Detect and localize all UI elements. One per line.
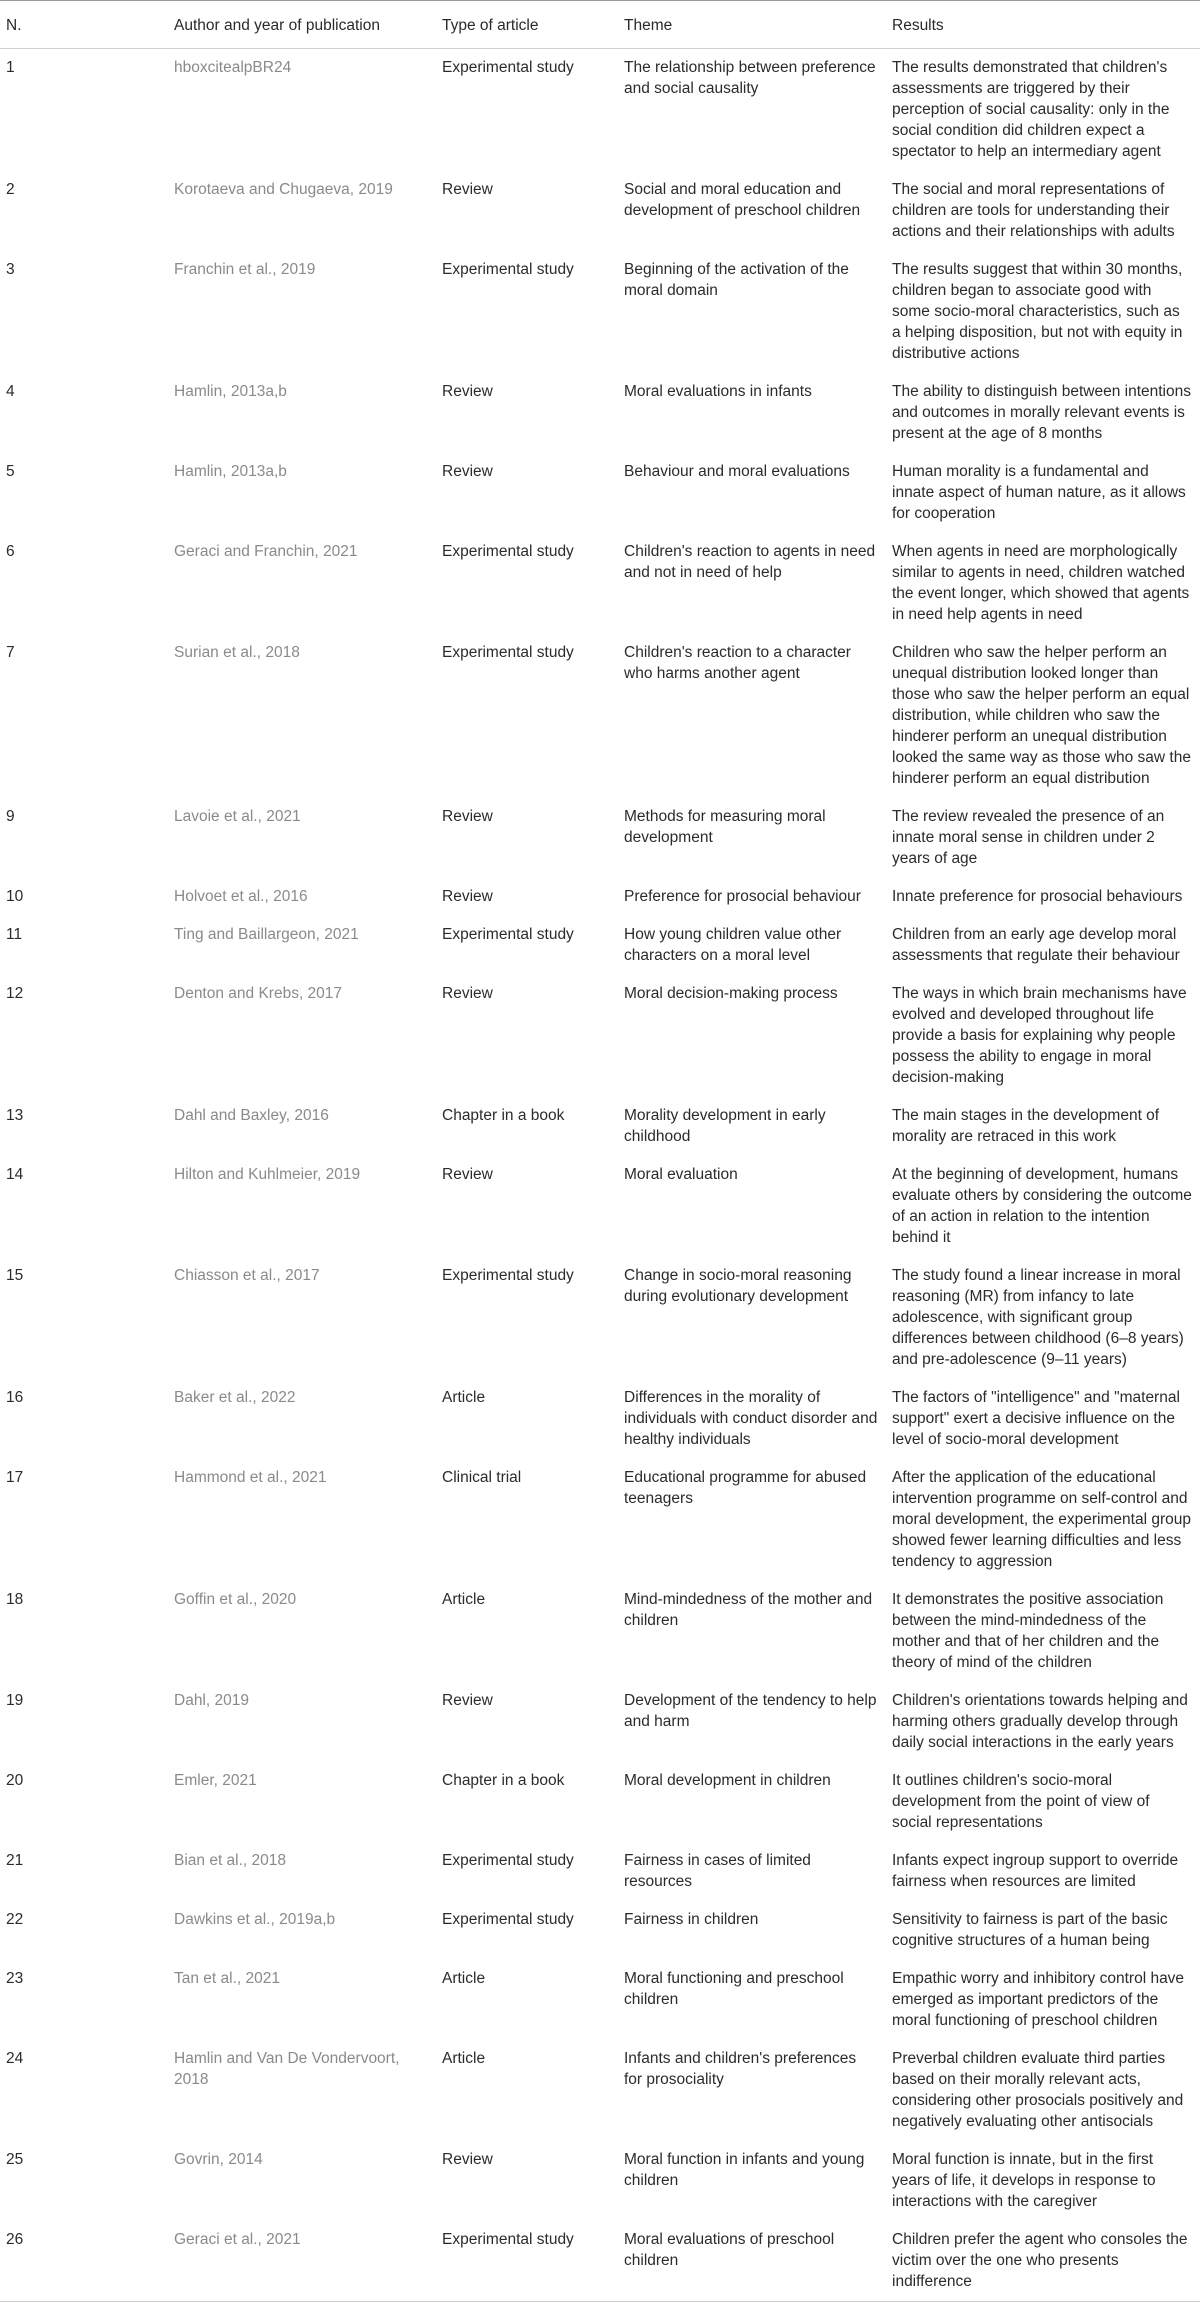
table-row — [0, 1459, 1200, 1581]
cell-type: Article — [442, 1591, 486, 1608]
cell-results: The social and moral representations of children are tools for understanding their actions and their relationships with adults — [892, 181, 1175, 240]
cell-author: Hammond et al., 2021 — [174, 1469, 327, 1486]
cell-number: 20 — [6, 1772, 24, 1789]
cell-results: Children from an early age develop moral assessments that regulate their behaviour — [892, 926, 1180, 964]
cell-number: 25 — [6, 2151, 24, 2168]
cell-results: Human morality is a fundamental and innate aspect of human nature, as it allows for cooperation — [892, 463, 1186, 522]
table-row — [0, 1842, 1200, 1901]
table-row — [0, 916, 1200, 975]
cell-type: Review — [442, 888, 493, 905]
cell-theme: The relationship between preference and social causality — [624, 59, 876, 97]
cell-results: It demonstrates the positive association between the mind-mindedness of the mother and that of her children and the theory of mind of the children — [892, 1591, 1164, 1671]
cell-type: Experimental study — [442, 926, 574, 943]
cell-theme: Fairness in children — [624, 1911, 759, 1928]
cell-number: 7 — [6, 644, 15, 661]
table-row — [0, 878, 1200, 916]
cell-theme: Change in socio-moral reasoning during evolutionary development — [624, 1267, 852, 1305]
cell-results: Infants expect ingroup support to override fairness when resources are limited — [892, 1852, 1179, 1890]
cell-results: Sensitivity to fairness is part of the basic cognitive structures of a human being — [892, 1911, 1168, 1949]
cell-number: 1 — [6, 59, 15, 76]
cell-theme: Moral evaluations of preschool children — [624, 2231, 835, 2269]
table-row — [0, 1762, 1200, 1842]
cell-number: 6 — [6, 543, 15, 560]
cell-number: 3 — [6, 261, 15, 278]
cell-author: Dawkins et al., 2019a,b — [174, 1911, 336, 1928]
cell-author: Denton and Krebs, 2017 — [174, 985, 343, 1002]
cell-theme: Moral functioning and preschool children — [624, 1970, 844, 2008]
cell-theme: Children's reaction to agents in need and not in need of help — [624, 543, 876, 581]
cell-author: Baker et al., 2022 — [174, 1389, 296, 1406]
table-body — [0, 49, 1200, 2302]
cell-number: 19 — [6, 1692, 24, 1709]
cell-type: Experimental study — [442, 644, 574, 661]
header-results: Results — [892, 17, 944, 34]
cell-number: 24 — [6, 2050, 24, 2067]
cell-type: Experimental study — [442, 59, 574, 76]
cell-author: Geraci and Franchin, 2021 — [174, 543, 358, 560]
header-number: N. — [6, 17, 22, 34]
cell-author: Korotaeva and Chugaeva, 2019 — [174, 181, 393, 198]
cell-author: Holvoet et al., 2016 — [174, 888, 308, 905]
cell-theme: Moral decision-making process — [624, 985, 838, 1002]
cell-type: Review — [442, 463, 493, 480]
table-row — [0, 1257, 1200, 1379]
cell-theme: Beginning of the activation of the moral domain — [624, 261, 849, 299]
table-row — [0, 1960, 1200, 2040]
cell-type: Experimental study — [442, 2231, 574, 2248]
cell-results: When agents in need are morphologically similar to agents in need, children watched the event longer, which showed that agents in need help agents in need — [892, 543, 1190, 623]
cell-author: Ting and Baillargeon, 2021 — [174, 926, 359, 943]
cell-results: The factors of "intelligence" and "maternal support" exert a decisive influence on the level of socio-moral development — [892, 1389, 1180, 1448]
table-row — [0, 1379, 1200, 1459]
cell-type: Review — [442, 2151, 493, 2168]
cell-type: Review — [442, 808, 493, 825]
cell-results: Empathic worry and inhibitory control have emerged as important predictors of the moral functioning of preschool children — [892, 1970, 1185, 2029]
cell-number: 23 — [6, 1970, 24, 1987]
cell-theme: Moral function in infants and young children — [624, 2151, 865, 2189]
cell-author: Dahl and Baxley, 2016 — [174, 1107, 329, 1124]
cell-number: 15 — [6, 1267, 24, 1284]
cell-type: Experimental study — [442, 261, 574, 278]
cell-theme: Development of the tendency to help and harm — [624, 1692, 877, 1730]
cell-theme: Mind-mindedness of the mother and children — [624, 1591, 873, 1629]
header-row — [0, 1, 1200, 49]
cell-type: Review — [442, 1692, 493, 1709]
table-row — [0, 1901, 1200, 1960]
cell-theme: Differences in the morality of individuals with conduct disorder and healthy individuals — [624, 1389, 878, 1448]
cell-number: 11 — [6, 926, 23, 943]
cell-theme: Methods for measuring moral development — [624, 808, 826, 846]
cell-results: At the beginning of development, humans evaluate others by considering the outcome of an action in relation to the intention behind it — [892, 1166, 1192, 1246]
cell-author: Bian et al., 2018 — [174, 1852, 287, 1869]
cell-author: Hamlin and Van De Vondervoort, 2018 — [174, 2050, 400, 2088]
cell-theme: Morality development in early childhood — [624, 1107, 826, 1145]
cell-number: 13 — [6, 1107, 24, 1124]
cell-type: Experimental study — [442, 1852, 574, 1869]
cell-results: Children who saw the helper perform an unequal distribution looked longer than those who saw the helper perform an equal distribution, while children who saw the hinderer perform an unequal distribution looked the same way as those who saw the hinderer perform an equal distribution — [892, 644, 1191, 787]
table-row — [0, 975, 1200, 1097]
cell-type: Review — [442, 383, 493, 400]
cell-type: Clinical trial — [442, 1469, 522, 1486]
cell-results: Preverbal children evaluate third parties based on their morally relevant acts, considering other prosocials positively and negatively evaluating other antisocials — [892, 2050, 1184, 2130]
cell-theme: Infants and children's preferences for prosociality — [624, 2050, 857, 2088]
cell-number: 2 — [6, 181, 15, 198]
cell-author: Geraci et al., 2021 — [174, 2231, 301, 2248]
table-row — [0, 2221, 1200, 2302]
cell-number: 18 — [6, 1591, 24, 1608]
cell-number: 10 — [6, 888, 24, 905]
cell-type: Review — [442, 181, 493, 198]
cell-theme: Educational programme for abused teenagers — [624, 1469, 867, 1507]
cell-type: Experimental study — [442, 1911, 574, 1928]
table-row — [0, 798, 1200, 878]
cell-results: The study found a linear increase in moral reasoning (MR) from infancy to late adolescence, with significant group differences between childhood (6–8 years) and pre-adolescence (9–11 years) — [892, 1267, 1184, 1368]
cell-number: 9 — [6, 808, 15, 825]
cell-author: Goffin et al., 2020 — [174, 1591, 297, 1608]
table-header — [0, 1, 1200, 49]
cell-theme: Moral development in children — [624, 1772, 831, 1789]
table-row — [0, 634, 1200, 798]
cell-number: 26 — [6, 2231, 24, 2248]
header-author: Author and year of publication — [174, 17, 380, 34]
cell-results: The ability to distinguish between intentions and outcomes in morally relevant events is present at the age of 8 months — [892, 383, 1191, 442]
cell-type: Experimental study — [442, 543, 574, 560]
cell-results: The results demonstrated that children's assessments are triggered by their perception of social causality: only in the social condition did children expect a spectator to help an intermediary agent — [892, 59, 1170, 160]
cell-number: 16 — [6, 1389, 24, 1406]
cell-results: Children's orientations towards helping and harming others gradually develop through daily social interactions in the early years — [892, 1692, 1188, 1751]
table-row — [0, 2040, 1200, 2141]
cell-results: The main stages in the development of morality are retraced in this work — [892, 1107, 1160, 1145]
cell-results: Innate preference for prosocial behaviours — [892, 888, 1183, 905]
cell-number: 17 — [6, 1469, 24, 1486]
cell-results: The ways in which brain mechanisms have evolved and developed throughout life provide a basis for explaining why people possess the ability to engage in moral decision-making — [892, 985, 1187, 1086]
cell-results: Moral function is innate, but in the first years of life, it develops in response to interactions with the caregiver — [892, 2151, 1156, 2210]
cell-theme: Fairness in cases of limited resources — [624, 1852, 811, 1890]
cell-author: Hamlin, 2013a,b — [174, 463, 287, 480]
cell-type: Chapter in a book — [442, 1772, 565, 1789]
cell-author: Lavoie et al., 2021 — [174, 808, 301, 825]
cell-theme: Preference for prosocial behaviour — [624, 888, 861, 905]
cell-results: After the application of the educational intervention programme on self-control and moral development, the experimental group showed fewer learning difficulties and less tendency to aggression — [892, 1469, 1191, 1570]
table-row — [0, 533, 1200, 634]
cell-author: Hamlin, 2013a,b — [174, 383, 287, 400]
table-row — [0, 1581, 1200, 1682]
cell-number: 21 — [6, 1852, 24, 1869]
cell-theme: Moral evaluations in infants — [624, 383, 812, 400]
cell-type: Review — [442, 985, 493, 1002]
cell-theme: Moral evaluation — [624, 1166, 738, 1183]
cell-author: hboxcitealpBR24 — [174, 59, 292, 76]
cell-type: Chapter in a book — [442, 1107, 565, 1124]
cell-theme: Social and moral education and development of preschool children — [624, 181, 861, 219]
cell-type: Experimental study — [442, 1267, 574, 1284]
cell-author: Emler, 2021 — [174, 1772, 257, 1789]
cell-results: Children prefer the agent who consoles the victim over the one who presents indifference — [892, 2231, 1188, 2290]
table-row — [0, 2141, 1200, 2221]
header-type: Type of article — [442, 17, 539, 34]
cell-author: Chiasson et al., 2017 — [174, 1267, 320, 1284]
cell-number: 14 — [6, 1166, 24, 1183]
cell-author: Surian et al., 2018 — [174, 644, 300, 661]
table-row — [0, 453, 1200, 533]
cell-theme: Behaviour and moral evaluations — [624, 463, 850, 480]
cell-number: 22 — [6, 1911, 24, 1928]
cell-type: Review — [442, 1166, 493, 1183]
table-row — [0, 49, 1200, 172]
cell-number: 12 — [6, 985, 24, 1002]
cell-author: Tan et al., 2021 — [174, 1970, 280, 1987]
cell-type: Article — [442, 2050, 486, 2067]
table-row — [0, 1156, 1200, 1257]
table-row — [0, 171, 1200, 251]
cell-author: Franchin et al., 2019 — [174, 261, 316, 278]
cell-author: Govrin, 2014 — [174, 2151, 263, 2168]
table-row — [0, 1097, 1200, 1156]
table-row — [0, 373, 1200, 453]
cell-author: Dahl, 2019 — [174, 1692, 249, 1709]
cell-theme: How young children value other characters on a moral level — [624, 926, 842, 964]
cell-theme: Children's reaction to a character who harms another agent — [624, 644, 851, 682]
table-row — [0, 251, 1200, 373]
table-row — [0, 1682, 1200, 1762]
cell-type: Article — [442, 1389, 486, 1406]
cell-number: 5 — [6, 463, 15, 480]
header-theme: Theme — [624, 17, 673, 34]
cell-author: Hilton and Kuhlmeier, 2019 — [174, 1166, 361, 1183]
cell-results: It outlines children's socio-moral development from the point of view of social representations — [892, 1772, 1150, 1831]
cell-number: 4 — [6, 383, 15, 400]
cell-type: Article — [442, 1970, 486, 1987]
cell-results: The review revealed the presence of an innate moral sense in children under 2 years of age — [892, 808, 1165, 867]
cell-results: The results suggest that within 30 months, children began to associate good with some socio-moral characteristics, such as a helping disposition, but not with equity in distributive actions — [892, 261, 1183, 362]
